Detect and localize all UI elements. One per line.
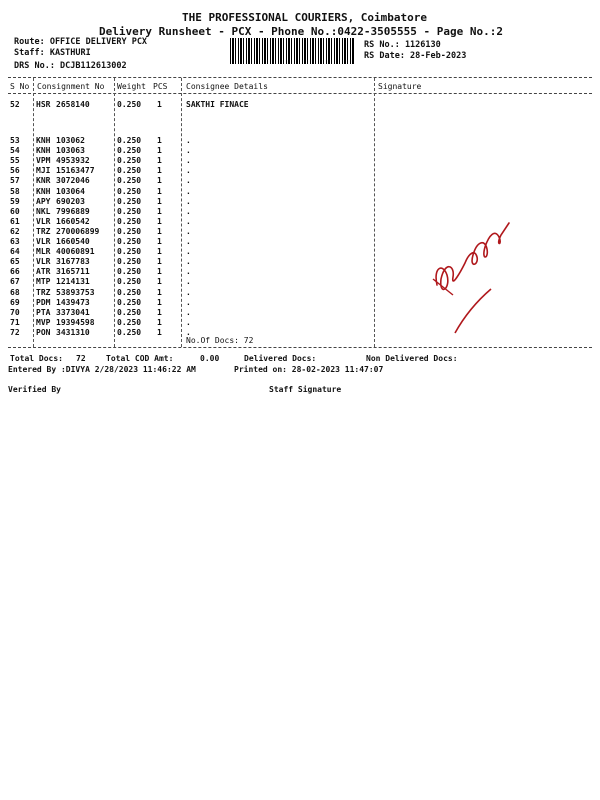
row-weight: 0.250 [117,287,142,297]
row-origin-code: MVP [36,317,51,327]
row-sno: 57 [10,176,20,186]
row-sno: 72 [10,327,20,337]
row-consignee: . [186,237,191,246]
row-consignment-number: 3373041 [56,307,90,317]
row-consignee: . [186,176,191,186]
non-delivered-docs-label: Non Delivered Docs: [366,354,458,363]
row-consignment-number: 4953932 [56,156,90,166]
row-consignment-number: 40060891 [56,247,95,257]
row-weight: 0.250 [117,186,142,196]
row-weight: 0.250 [117,257,142,267]
row-consignee: . [186,226,191,236]
signature-scribble [425,205,525,345]
row-pcs: 1 [157,226,162,236]
row-consignment-number: 103063 [56,146,85,156]
row-origin-code: KNH [36,186,51,196]
row-consignee: . [186,317,191,327]
col-header-consignee: Consignee Details [186,82,268,91]
row-pcs: 1 [157,237,162,246]
row-pcs: 1 [157,267,162,277]
row-sno: 70 [10,307,20,317]
row-consignee: . [186,287,191,297]
row-consignment-number: 1439473 [56,297,90,307]
row-pcs: 1 [157,216,162,226]
row-consignee: . [186,156,191,166]
table-header-rule [8,93,592,94]
row-sno: 56 [10,166,20,176]
row-pcs: 1 [157,156,162,166]
row-pcs: 1 [157,297,162,307]
row-weight: 0.250 [117,196,142,206]
row-consignee: . [186,146,191,156]
row-pcs: 1 [157,176,162,186]
row-weight: 0.250 [117,307,142,317]
col-header-sno: S No [10,82,30,91]
row-consignee: . [186,267,191,277]
row-pcs: 1 [157,317,162,327]
row-pcs: 1 [157,136,162,145]
row-pcs: 1 [157,327,162,337]
row-origin-code: MLR [36,247,51,257]
row-consignee: . [186,327,191,337]
drs-number: DRS No.: DCJB112613002 [14,61,127,71]
row-sno: 68 [10,287,20,297]
row-pcs: 1 [157,257,162,267]
table-row [0,166,600,176]
row-sno: 52 [10,100,20,109]
row-consignee: . [186,186,191,196]
rs-date: RS Date: 28-Feb-2023 [364,51,467,61]
delivered-docs-label: Delivered Docs: [244,354,317,363]
row-weight: 0.250 [117,267,142,277]
row-origin-code: MTP [36,277,51,287]
row-consignee: SAKTHI FINACE [186,100,249,109]
row-origin-code: ATR [36,267,51,277]
company-title: THE PROFESSIONAL COURIERS, Coimbatore [182,11,428,24]
table-top-rule [8,77,592,78]
row-sno: 59 [10,196,20,206]
row-sno: 71 [10,317,20,327]
row-consignment-number: 3072046 [56,176,90,186]
row-consignment-number: 3167783 [56,257,90,267]
row-origin-code: TRZ [36,226,51,236]
row-sno: 63 [10,237,20,246]
row-consignee: . [186,297,191,307]
col-header-pcs: PCS [153,82,168,91]
row-weight: 0.250 [117,297,142,307]
row-weight: 0.250 [117,100,142,109]
row-origin-code: VLR [36,216,51,226]
row-consignment-number: 103064 [56,186,85,196]
row-weight: 0.250 [117,216,142,226]
row-consignee: . [186,277,191,287]
row-consignment-number: 690203 [56,196,85,206]
col-header-consignment: Consignment No [37,82,105,91]
row-weight: 0.250 [117,166,142,176]
row-origin-code: VLR [36,237,51,246]
row-sno: 69 [10,297,20,307]
table-row [0,146,600,156]
row-consignment-number: 53893753 [56,287,95,297]
total-docs-label: Total Docs: [10,354,63,363]
row-sno: 62 [10,226,20,236]
row-sno: 61 [10,216,20,226]
total-cod-label: Total COD Amt: [106,354,174,363]
row-pcs: 1 [157,166,162,176]
row-consignment-number: 19394598 [56,317,95,327]
row-origin-code: PTA [36,307,51,317]
route-label: Route: OFFICE DELIVERY PCX [14,37,148,47]
row-consignee: . [186,216,191,226]
row-sno: 58 [10,186,20,196]
row-consignment-number: 1660542 [56,216,90,226]
total-docs-value: 72 [76,354,86,363]
row-sno: 67 [10,277,20,287]
row-consignment-number: 1660540 [56,237,90,246]
row-consignment-number: 270006899 [56,226,100,236]
staff-label: Staff: KASTHURI [14,48,91,58]
row-weight: 0.250 [117,206,142,216]
row-consignment-number: 103062 [56,136,85,145]
row-origin-code: NKL [36,206,51,216]
row-consignee: . [186,247,191,257]
row-origin-code: APY [36,196,51,206]
table-bottom-rule [8,347,592,348]
row-sno: 64 [10,247,20,257]
row-sno: 65 [10,257,20,267]
staff-signature: Staff Signature [269,385,342,394]
printed-on: Printed on: 28-02-2023 11:47:07 [234,365,384,374]
col-header-signature: Signature [378,82,422,91]
barcode [230,38,355,64]
table-row [0,100,600,110]
row-consignee: . [186,166,191,176]
row-weight: 0.250 [117,277,142,287]
row-weight: 0.250 [117,146,142,156]
row-pcs: 1 [157,196,162,206]
row-weight: 0.250 [117,317,142,327]
total-cod-value: 0.00 [200,354,220,363]
row-weight: 0.250 [117,237,142,246]
row-consignment-number: 15163477 [56,166,95,176]
row-pcs: 1 [157,146,162,156]
row-sno: 55 [10,156,20,166]
verified-by: Verified By [8,385,61,394]
row-consignment-number: 1214131 [56,277,90,287]
col-header-weight: Weight [117,82,146,91]
row-origin-code: HSR [36,100,51,109]
row-pcs: 1 [157,307,162,317]
row-origin-code: KNR [36,176,51,186]
row-pcs: 1 [157,100,162,109]
table-row [0,176,600,186]
row-consignee: . [186,257,191,267]
row-origin-code: PON [36,327,51,337]
row-weight: 0.250 [117,156,142,166]
row-weight: 0.250 [117,247,142,257]
row-consignment-number: 7996889 [56,206,90,216]
entered-by: Entered By :DIVYA 2/28/2023 11:46:22 AM [8,365,196,374]
row-sno: 54 [10,146,20,156]
row-consignee: . [186,136,191,145]
row-pcs: 1 [157,206,162,216]
row-pcs: 1 [157,277,162,287]
row-pcs: 1 [157,247,162,257]
table-row [0,156,600,166]
row-sno: 60 [10,206,20,216]
row-consignment-number: 3431310 [56,327,90,337]
row-weight: 0.250 [117,176,142,186]
no-of-docs: No.Of Docs: 72 [186,336,254,345]
table-row [0,187,600,197]
row-consignee: . [186,307,191,317]
table-row [0,136,600,146]
row-weight: 0.250 [117,327,142,337]
row-origin-code: KNH [36,146,51,156]
runsheet-subtitle: Delivery Runsheet - PCX - Phone No.:0422-3505555 - Page No.:2 [99,25,503,38]
row-sno: 53 [10,136,20,145]
row-origin-code: PDM [36,297,51,307]
row-origin-code: MJI [36,166,51,176]
row-origin-code: KNH [36,136,51,145]
row-sno: 66 [10,267,20,277]
row-origin-code: VLR [36,257,51,267]
row-pcs: 1 [157,287,162,297]
row-consignee: . [186,206,191,216]
row-consignment-number: 3165711 [56,267,90,277]
row-weight: 0.250 [117,226,142,236]
row-origin-code: VPM [36,156,51,166]
row-consignee: . [186,196,191,206]
row-origin-code: TRZ [36,287,51,297]
row-weight: 0.250 [117,136,142,145]
row-consignment-number: 2658140 [56,100,90,109]
row-pcs: 1 [157,186,162,196]
rs-number: RS No.: 1126130 [364,40,441,50]
